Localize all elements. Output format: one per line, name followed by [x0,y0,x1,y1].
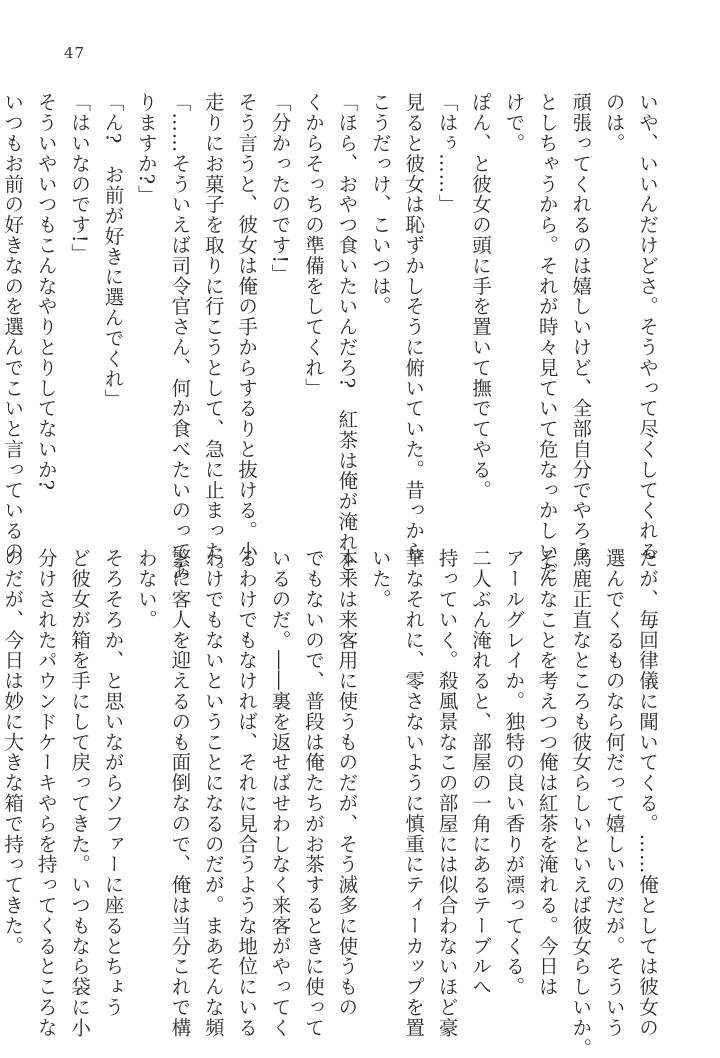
upper-text-line: りますか?」 [134,92,158,206]
upper-text-line: 「はいなのです!」 [68,92,92,264]
text-block-upper [1,92,664,582]
lower-text-line: 分けされたパウンドケーキやらを持ってくるところな [34,548,58,1038]
upper-text-line: ぽん、と彼女の頭に手を置いて撫でてやる。 [468,92,492,500]
upper-text-line: としちゃうから。それが時々見ていて危なっかしいだ [535,92,559,582]
lower-text-line: でもないので、普段は俺たちがお茶するときに使って [301,548,325,1038]
page-number: 47 [64,44,86,62]
lower-text-line: 持っていく。殺風景なこの部屋には似合わないほど豪 [435,548,459,1038]
upper-text-line: いや、いいんだけどさ。そうやって尽くしてくれる [636,92,659,562]
lower-text-line: のだが、今日は妙に大きな箱で持ってきた。 [1,548,25,956]
upper-text-line: 「ほら、おやつ食いたいんだろ? 紅茶は俺が淹れと [335,92,359,573]
upper-text-line: 「分かったのです!」 [268,92,292,285]
lower-text-line: 本来は来客用に使うものだが、そう滅多に使うもの [335,548,359,1018]
upper-text-line: 「ん? お前が好きに選んでくれ」 [101,92,125,410]
lower-text-line: わけでもないということになるのだが。まあそんな頻 [201,548,225,1038]
lower-text-line: 華なそれに、零さないように慎重にティーカップを置 [402,548,426,1038]
upper-text-line: そう言うと、彼女は俺の手からするりと抜ける。小 [235,92,259,562]
upper-text-line: こうだっけ、こいつは。 [368,92,392,317]
upper-text-line: 「はぅ……」 [435,92,459,215]
upper-text-line: のは。 [602,92,626,154]
upper-text-line: くからそっちの準備をしてくれ」 [301,92,325,398]
lower-text-line: アールグレイか。独特の良い香りが漂ってくる。 [502,548,526,997]
text-block-lower [1,548,664,1058]
lower-text-line: だが、毎回律儀に聞いてくる。……俺としては彼女の [636,548,659,1038]
upper-text-line: 見ると彼女は恥ずかしそうに俯いていた。昔っから [402,92,426,562]
lower-text-line: そろそろか、と思いながらソファーに座るとちょう [101,548,125,1018]
lower-text-line: 繁に客人を迎えるのも面倒なので、俺は当分これで構 [168,548,192,1038]
lower-text-line: 二人ぶん淹れると、部屋の一角にあるテーブルへ [468,548,492,997]
upper-text-line: いつもお前の好きなのを選んでこいと言っているの [1,92,25,562]
lower-text-line: いた。 [368,548,392,610]
lower-text-line: ど彼女が箱を手にして戻ってきた。いつもなら袋に小 [68,548,92,1038]
lower-text-line: いるのだ。――裏を返せばせわしなく来客がやってく [268,548,292,1038]
lower-text-line: るわけでもなければ、それに見合うような地位にいる [235,548,259,1038]
upper-text-line: 「……そういえば司令官さん、何か食べたいのってあ [168,92,192,582]
upper-text-line: 頑張ってくれるのは嬉しいけど、全部自分でやろう [569,92,593,562]
lower-text-line: そんなことを考えつつ俺は紅茶を淹れる。今日は [535,548,559,997]
lower-text-line: わない。 [134,548,158,630]
upper-text-line: 走りにお菓子を取りに行こうとして、急に止まった。 [201,92,225,582]
lower-text-line: 選んでくるものなら何だって嬉しいのだが。そういう [602,548,626,1038]
upper-text-line: そういやいつもこんなやりとりしてないか? [34,92,58,491]
lower-text-line: 馬鹿正直なところも彼女らしいといえば彼女らしいか。 [569,548,593,1058]
upper-text-line: けで。 [502,92,526,154]
